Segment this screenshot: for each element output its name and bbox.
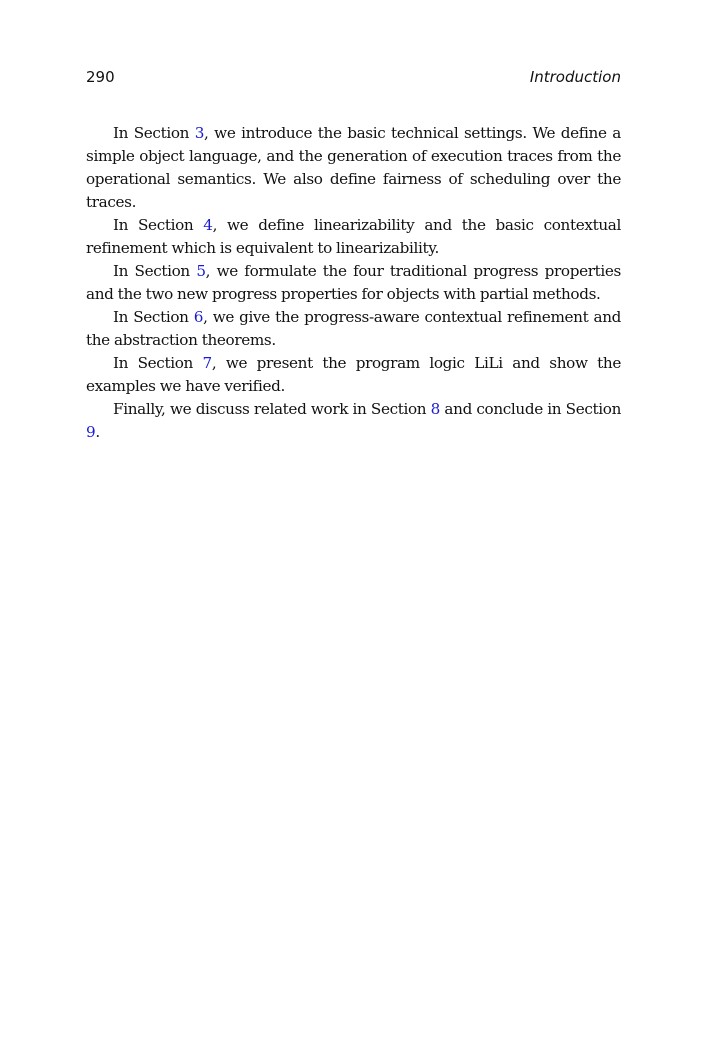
paragraph-section-7 bbox=[86, 352, 621, 398]
paragraph-text: , we give the progress-aware contextual refinement and the abstraction theorems. bbox=[86, 308, 621, 349]
paragraph-text: In Section bbox=[113, 354, 203, 372]
page-number: 290 bbox=[86, 68, 115, 86]
section-4-link[interactable]: 4 bbox=[203, 216, 213, 234]
paragraph-final bbox=[86, 398, 621, 444]
section-5-link[interactable]: 5 bbox=[196, 262, 206, 280]
paragraph-section-6 bbox=[86, 306, 621, 352]
paragraph-text: , we introduce the basic technical settings. We define a simple object language, and the generation of execution traces from the operational semantics. We also define fairness of scheduling over the traces. bbox=[86, 124, 621, 211]
paragraph-text: and conclude in Section bbox=[440, 400, 621, 418]
paragraph-text: , we formulate the four traditional progress properties and the two new progress properties for objects with partial methods. bbox=[86, 262, 621, 303]
paragraph-text: In Section bbox=[113, 124, 195, 142]
running-head bbox=[86, 68, 621, 90]
section-9-link[interactable]: 9 bbox=[86, 423, 96, 441]
paragraph-section-3 bbox=[86, 122, 621, 214]
paragraph-text: , we define linearizability and the basic contextual refinement which is equivalent to linearizability. bbox=[86, 216, 621, 257]
paragraph-text: In Section bbox=[113, 216, 204, 234]
section-6-link[interactable]: 6 bbox=[193, 308, 204, 326]
paragraph-text: . bbox=[95, 423, 100, 441]
chapter-title: Introduction bbox=[529, 68, 621, 86]
paragraph-section-5 bbox=[86, 260, 621, 306]
section-8-link[interactable]: 8 bbox=[430, 400, 440, 418]
section-3-link[interactable]: 3 bbox=[194, 124, 205, 142]
body-text bbox=[86, 122, 621, 444]
paragraph-text: , we present the program logic LiLi and show the examples we have verified. bbox=[86, 354, 621, 395]
paragraph-text: Finally, we discuss related work in Section bbox=[113, 400, 431, 418]
paragraph-section-4 bbox=[86, 214, 621, 260]
paragraph-text: In Section bbox=[113, 308, 194, 326]
section-7-link[interactable]: 7 bbox=[202, 354, 212, 372]
paragraph-text: In Section bbox=[113, 262, 197, 280]
